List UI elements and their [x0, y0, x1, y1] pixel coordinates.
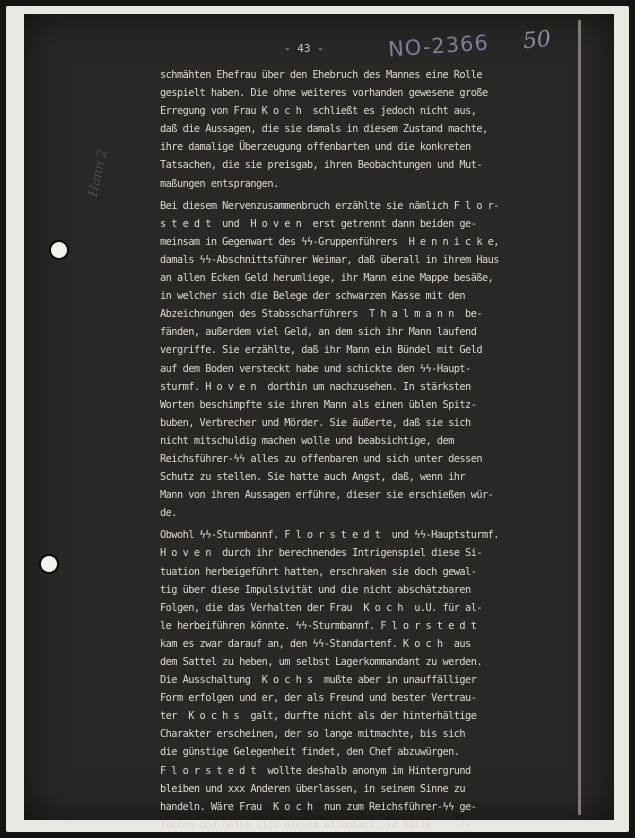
punch-hole-bottom — [39, 554, 59, 574]
text-line: buben, Verbrecher und Mörder. Sie äußerte, daß sie sich — [160, 416, 471, 429]
text-line: de. — [160, 507, 177, 520]
text-line: daß die Aussagen, die sie damals in diesem Zustand machte, — [160, 123, 488, 136]
text-line: Obwohl ϟϟ-Sturmbannf. F l o r s t e d t und ϟϟ-Hauptsturmf. — [160, 529, 499, 542]
paragraph — [160, 66, 576, 193]
document-stamp: NO-2366 — [387, 30, 490, 62]
text-line: sturmf. H o v e n dorthin um nachzusehen. In stärksten — [160, 380, 471, 393]
text-line: H o v e n durch ihr berechnendes Intrigenspiel diese Si- — [160, 547, 483, 560]
paragraph — [160, 526, 576, 834]
text-line: Schutz zu stellen. Sie hatte auch Angst, daß, wenn ihr — [160, 471, 466, 484]
text-line: maßungen entsprangen. — [160, 177, 279, 190]
text-line: vergriffe. Sie erzählte, daß ihr Mann ein Bündel mit Geld — [160, 344, 483, 357]
text-line: ter K o c h s galt, durfte nicht als der hinterhältige — [160, 710, 477, 723]
text-line: Folgen, die das Verhalten der Frau K o c h u.U. für al- — [160, 601, 483, 614]
text-line: Bei diesem Nervenzusammenbruch erzählte sie nämlich F l o r- — [160, 199, 499, 212]
text-line: ihre damalige Überzeugung offenbarten und die konkreten — [160, 141, 471, 154]
text-line: fänden, außerdem viel Geld, an dem sich ihr Mann laufend — [160, 326, 477, 339]
text-line: auf dem Boden versteckt habe und schickte den ϟϟ-Haupt- — [160, 362, 471, 375]
text-line: Tatsachen, die sie preisgab, ihren Beobachtungen und Mut- — [160, 159, 483, 172]
text-line: Reichsführer-ϟϟ alles zu offenbaren und sich unter dessen — [160, 452, 483, 465]
text-line: Erregung von Frau K o c h schließt es jedoch nicht aus, — [160, 105, 477, 118]
text-line: le herbeiführen könnte. ϟϟ-Sturmbannf. F l o r s t e d t — [160, 619, 477, 632]
text-line: schmähten Ehefrau über den Ehebruch des Mannes eine Rolle — [160, 69, 483, 81]
text-line: an allen Ecken Geld herumliege, ihr Mann eine Mappe besäße, — [160, 272, 494, 285]
text-line: Form erfolgen und er, der als Freund und bester Vertrau- — [160, 692, 477, 705]
text-line: tig über diese Impulsivität und die nicht abschätzbaren — [160, 583, 471, 596]
handwritten-margin-note: Hann 2 — [86, 147, 111, 199]
text-line: F l o r s t e d t wollte deshalb anonym im Hintergrund — [160, 764, 471, 777]
text-line: bleiben und xxx Anderen überlassen, in seinem Sinne zu — [160, 782, 466, 795]
text-line: Mann von ihren Aussagen erführe, dieser sie erschießen wür- — [160, 489, 494, 502]
text-line: fahren und hätte sich diesem offenbart, so hätte -/- — [160, 818, 471, 831]
text-line: Worten beschimpfte sie ihren Mann als einen üblen Spitz- — [160, 398, 477, 411]
body-text — [160, 66, 576, 834]
punch-hole-top — [49, 240, 69, 260]
text-line: Charakter erscheinen, der so lange mitmachte, bis sich — [160, 728, 466, 741]
text-line: kam es zwar darauf an, den ϟϟ-Standartenf. K o c h aus — [160, 637, 471, 650]
text-line: handeln. Wäre Frau K o c h nun zum Reichsführer-ϟϟ ge- — [160, 800, 477, 813]
folio-number: 50 — [521, 26, 553, 55]
text-line: nicht mitschuldig machen wolle und beabsichtige, dem — [160, 434, 454, 447]
page-number: - 43 - — [284, 42, 324, 55]
page-binding-edge — [578, 20, 581, 815]
text-line: in welcher sich die Belege der schwarzen Kasse mit den — [160, 290, 466, 303]
text-line: s t e d t und H o v e n erst getrennt dann beiden ge- — [160, 217, 477, 230]
text-line: dem Sattel zu heben, um selbst Lagerkommandant zu werden. — [160, 656, 483, 668]
text-line: damals ϟϟ-Abschnittsführer Weimar, daß überall in ihrem Haus — [160, 253, 499, 266]
text-line: Die Ausschaltung K o c h s mußte aber in unauffälliger — [160, 674, 477, 687]
text-line: die günstige Gelegenheit findet, den Chef abzuwürgen. — [160, 746, 460, 759]
paragraph — [160, 197, 576, 523]
text-line: gespielt haben. Die ohne weiteres vorhanden gewesene große — [160, 87, 488, 100]
text-line: Abzeichnungen des Stabsscharführers T h a l m a n n be- — [160, 308, 483, 321]
text-line: tuation herbeigeführt hatten, erschraken sie doch gewal- — [160, 565, 477, 578]
text-line: meinsam in Gegenwart des ϟϟ-Gruppenführers H e n n i c k e, — [160, 235, 499, 248]
